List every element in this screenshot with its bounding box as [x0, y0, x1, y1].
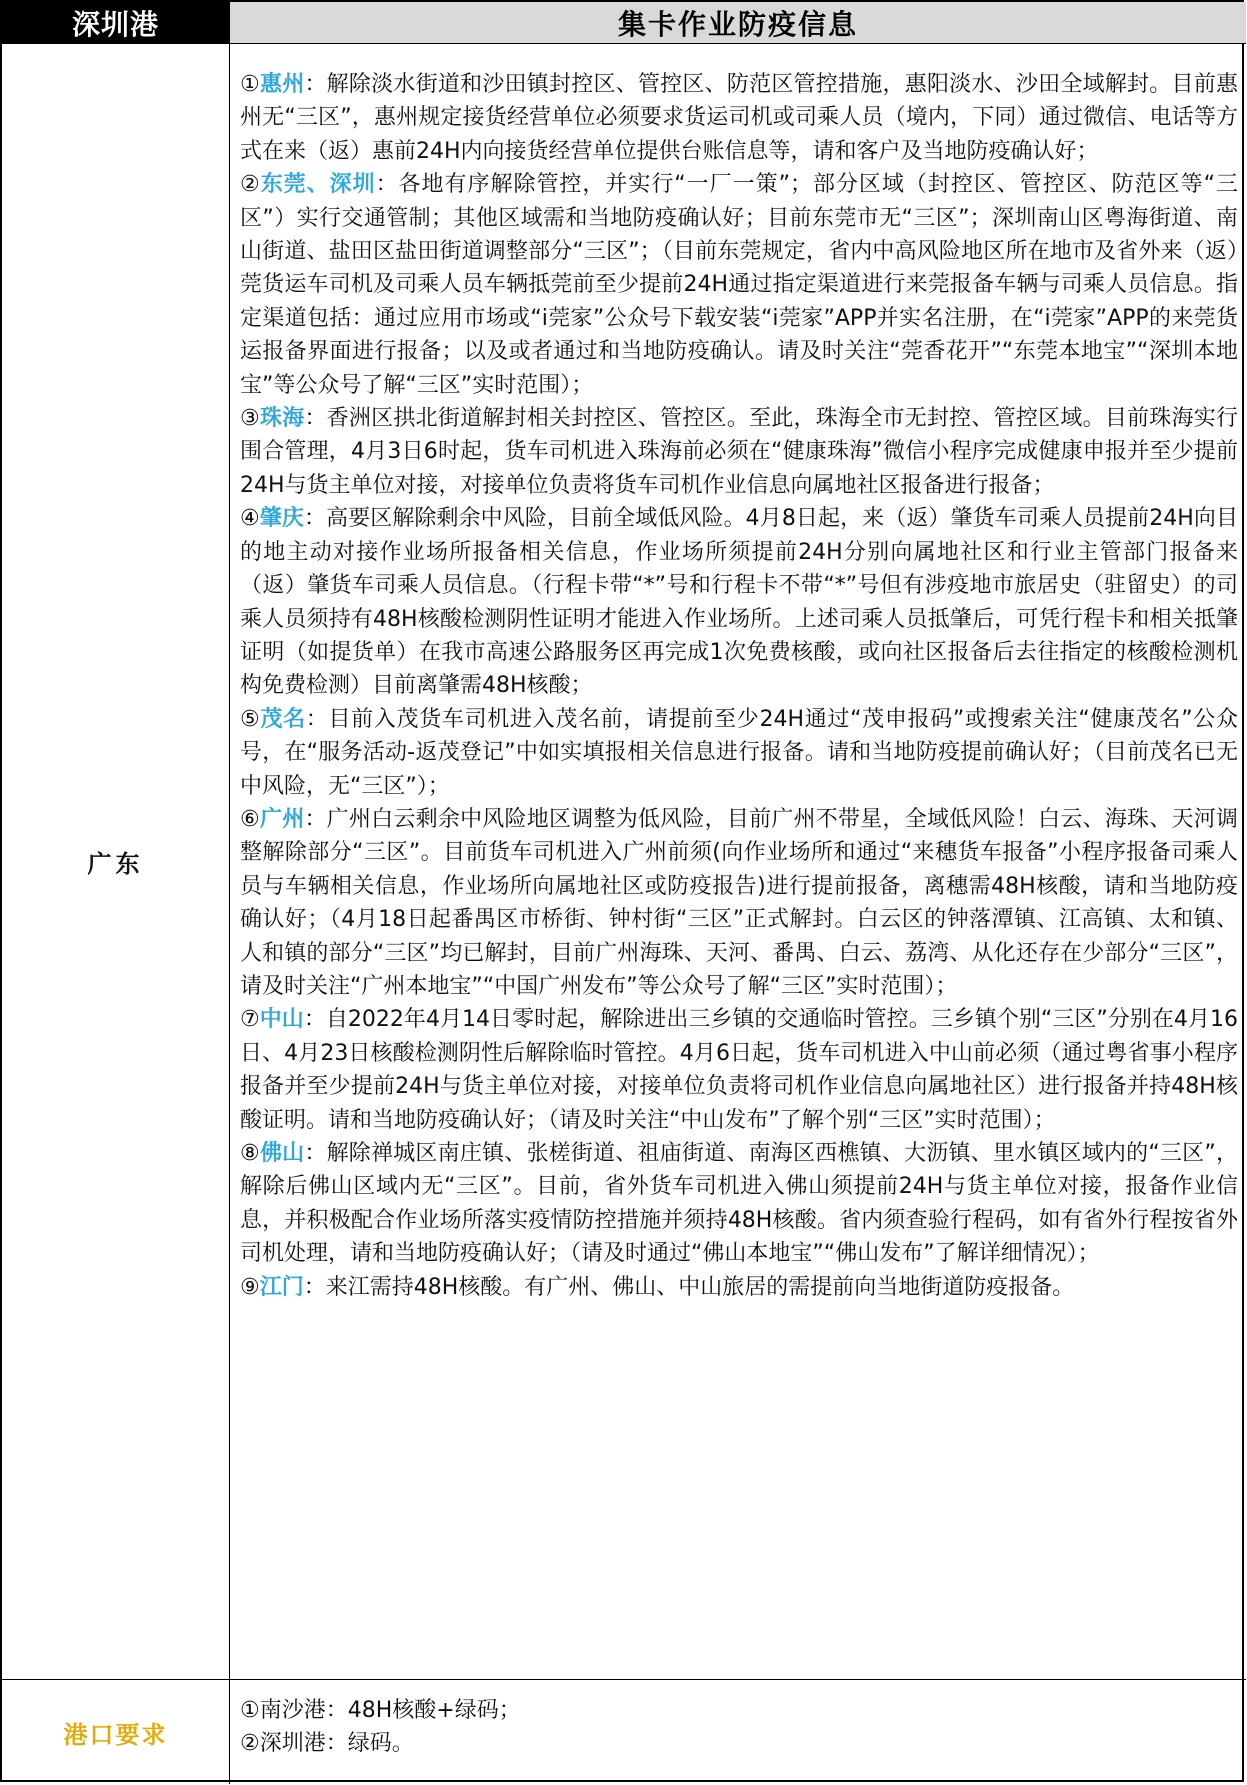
city-entry-maoming: [240, 703, 1238, 803]
entry-number: ⑦: [240, 1007, 260, 1033]
city-entry-huizhou: [240, 68, 1238, 168]
entry-text: ：各地有序解除管控，并实行“一厂一策”；部分区域（封控区、管控区、防范区等“三区”）实行交通管制；其他区域需和当地防疫确认好；目前东莞市无“三区”；深圳南山区粤海街道、南山街道、盐田区盐田街道调整部分“三区”；（目前东莞规定，省内中高风险地区所在地市及省外来（返）莞货运车司机及司乘人员车辆抵莞前至少提前24H通过指定渠道进行来莞报备车辆与司乘人员信息。指定渠道包括：通过应用市场或“i莞家”公众号下载安装“i莞家”APP并实名注册，在“i莞家”APP的来莞货运报备界面进行报备；以及或者通过和当地防疫确认。请及时关注“莞香花开”“东莞本地宝”“深圳本地宝”等公众号了解“三区”实时范围）；: [240, 172, 1238, 398]
city-entry-foshan: [240, 1137, 1238, 1271]
entry-number: ③: [240, 406, 260, 432]
entry-number: ⑤: [240, 706, 261, 732]
entry-text: ：来江需持48H核酸。有广州、佛山、中山旅居的需提前向当地街道防疫报备。: [303, 1274, 1075, 1300]
entry-text: ：高要区解除剩余中风险，目前全域低风险。4月8日起，来（返）肇货车司乘人员提前24H向目的地主动对接作业场所报备相关信息，作业场所须提前24H分别向属地社区和行业主管部门报备来（返）肇货车司乘人员信息。（行程卡带“*”号和行程卡不带“*”号但有涉疫地市旅居史（驻留史）的司乘人员须持有48H核酸检测阴性证明才能进入作业场所。上述司乘人员抵肇后，可凭行程卡和相关抵肇证明（如提货单）在我市高速公路服务区再完成1次免费核酸，或向社区报备后去往指定的核酸检测机构免费检测）目前离肇需48H核酸；: [240, 506, 1238, 699]
entry-number: ⑥: [240, 806, 260, 832]
entry-text: ：广州白云剩余中风险地区调整为低风险，目前广州不带星，全域低风险！白云、海珠、天河调整解除部分“三区”。目前货车司机进入广州前须(向作业场所和通过“来穗货车报备”小程序报备司乘人员与车辆相关信息，作业场所向属地社区或防疫报告)进行提前报备，离穗需48H核酸，请和当地防疫确认好；（4月18日起番禺区市桥街、钟村街“三区”正式解封。白云区的钟落潭镇、江高镇、太和镇、人和镇的部分“三区”均已解封，目前广州海珠、天河、番禺、白云、荔湾、从化还存在少部分“三区”，请及时关注“广州本地宝”“中国广州发布”等公众号了解“三区”实时范围）；: [240, 806, 1238, 999]
entry-number: ④: [240, 506, 260, 532]
city-entry-jiangmen: [240, 1271, 1238, 1304]
port-name-header: 深圳港: [2, 2, 230, 44]
city-entry-zhuhai: [240, 402, 1238, 502]
city-name: 惠州: [259, 72, 305, 97]
entry-number: ②: [240, 172, 261, 198]
city-name: 珠海: [259, 406, 305, 432]
guangdong-details: [230, 44, 1246, 1680]
city-name: 东莞、深圳: [260, 172, 376, 198]
city-entry-dongguan-shenzhen: [240, 168, 1238, 402]
entry-text: ：香洲区拱北街道解封相关封控区、管控区。至此，珠海全市无封控、管控区域。目前珠海实行围合管理，4月3日6时起，货车司机进入珠海前必须在“健康珠海”微信小程序完成健康申报并至少提前24H与货主单位对接，对接单位负责将货车司机作业信息向属地社区报备进行报备；: [240, 406, 1238, 498]
city-entry-zhaoqing: [240, 502, 1238, 702]
city-name: 江门: [259, 1274, 304, 1300]
port-requirement-nansha: ①南沙港：48H核酸+绿码；: [240, 1698, 521, 1723]
city-entry-zhongshan: [240, 1003, 1238, 1137]
entry-number: ①: [240, 72, 260, 97]
section-title-header: 集卡作业防疫信息: [230, 2, 1246, 44]
city-name: 茂名: [260, 706, 306, 732]
region-label-guangdong: 广东: [2, 44, 230, 1680]
entry-text: ：解除禅城区南庄镇、张槎街道、祖庙街道、南海区西樵镇、大沥镇、里水镇区域内的“三区”，解除后佛山区域内无“三区”。目前，省外货车司机进入佛山须提前24H与货主单位对接，报备作业信息，并积极配合作业场所落实疫情防控措施并须持48H核酸。省内须查验行程码，如有省外行程按省外司机处理，请和当地防疫确认好；（请及时通过“佛山本地宝”“佛山发布”了解详细情况）；: [240, 1141, 1238, 1267]
entry-text: ：目前入茂货车司机进入茂名前，请提前至少24H通过“茂申报码”或搜索关注“健康茂名”公众号，在“服务活动-返茂登记”中如实填报相关信息进行报备。请和当地防疫提前确认好；（目前茂名已无中风险，无“三区”）；: [240, 706, 1238, 799]
entry-number: ⑨: [240, 1274, 260, 1300]
entry-text: ：解除淡水街道和沙田镇封控区、管控区、防范区管控措施，惠阳淡水、沙田全域解封。目前惠州无“三区”，惠州规定接货经营单位必须要求货运司机或司乘人员（境内，下同）通过微信、电话等方式在来（返）惠前24H内向接货经营单位提供台账信息等，请和客户及当地防疫确认好；: [240, 72, 1238, 164]
entry-number: ⑧: [240, 1141, 260, 1166]
region-label-port-requirements: 港口要求: [2, 1680, 230, 1784]
city-name: 中山: [259, 1007, 304, 1033]
city-name: 肇庆: [259, 506, 304, 532]
city-name: 广州: [259, 806, 305, 832]
port-requirements-details: [230, 1680, 1246, 1784]
city-entry-guangzhou: [240, 803, 1238, 1003]
entry-text: ：自2022年4月14日零时起，解除进出三乡镇的交通临时管控。三乡镇个别“三区”分别在4月16日、4月23日核酸检测阴性后解除临时管控。4月6日起，货车司机进入中山前必须（通过粤省事小程序报备并至少提前24H与货主单位对接，对接单位负责将司机作业信息向属地社区）进行报备并持48H核酸证明。请和当地防疫确认好；（请及时关注“中山发布”了解个别“三区”实时范围）；: [240, 1007, 1238, 1133]
port-requirement-shenzhen: ②深圳港：绿码。: [240, 1731, 414, 1756]
city-name: 佛山: [259, 1141, 305, 1166]
